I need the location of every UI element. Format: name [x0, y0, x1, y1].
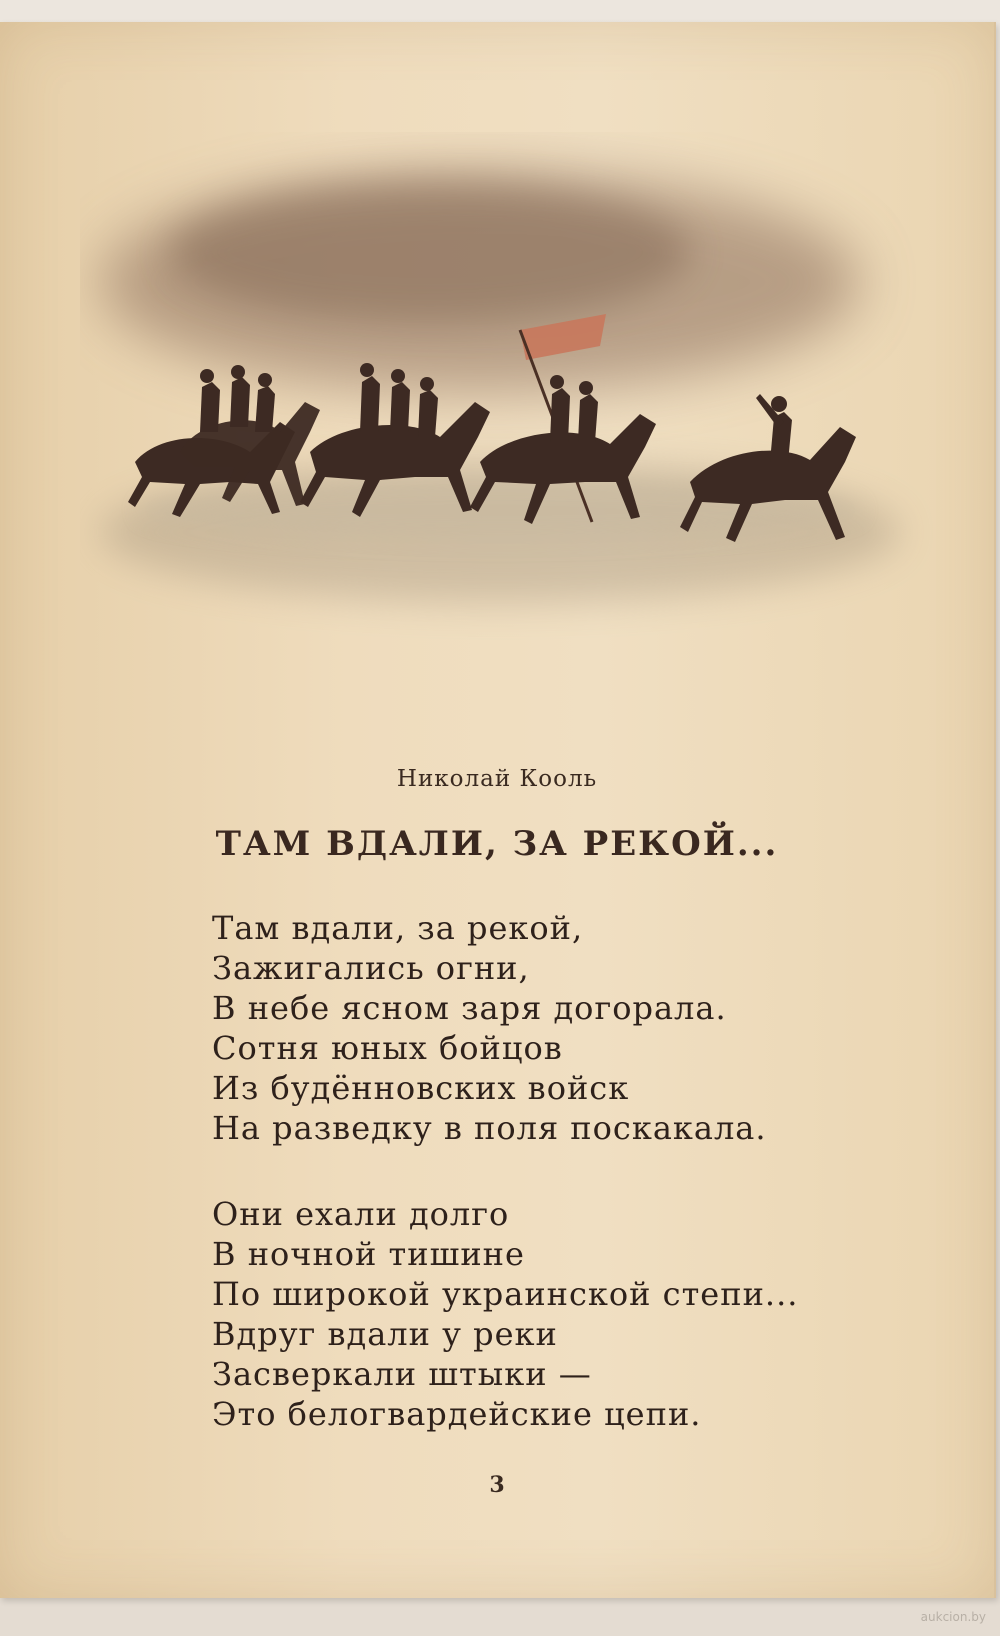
poem-line: Они ехали долго: [212, 1195, 510, 1233]
poem-line: Зажигались огни,: [212, 949, 530, 987]
book-page: [0, 22, 996, 1598]
poem-line: Это белогвардейские цепи.: [212, 1395, 702, 1433]
cavalry-illustration: [80, 132, 940, 672]
poem-line: Вдруг вдали у реки: [212, 1315, 558, 1353]
poem-line: Засверкали штыки —: [212, 1355, 592, 1393]
watermark: aukcion.by: [920, 1610, 986, 1624]
poem-line: На разведку в поля поскакала.: [212, 1109, 767, 1147]
poem-title: ТАМ ВДАЛИ, ЗА РЕКОЙ...: [215, 824, 779, 864]
poem-line: В ночной тишине: [212, 1235, 525, 1273]
poem-line: Из будённовских войск: [212, 1069, 630, 1107]
poem-line: Там вдали, за рекой,: [212, 909, 584, 947]
poem-line: Сотня юных бойцов: [212, 1029, 563, 1067]
stanza-1: [212, 908, 767, 1148]
poem-line: По широкой украинской степи...: [212, 1275, 799, 1313]
page-number: 3: [489, 1472, 505, 1498]
author-name: Николай Кооль: [396, 766, 598, 792]
poem-line: В небе ясном заря догорала.: [212, 989, 727, 1027]
stanza-2: [212, 1194, 798, 1434]
